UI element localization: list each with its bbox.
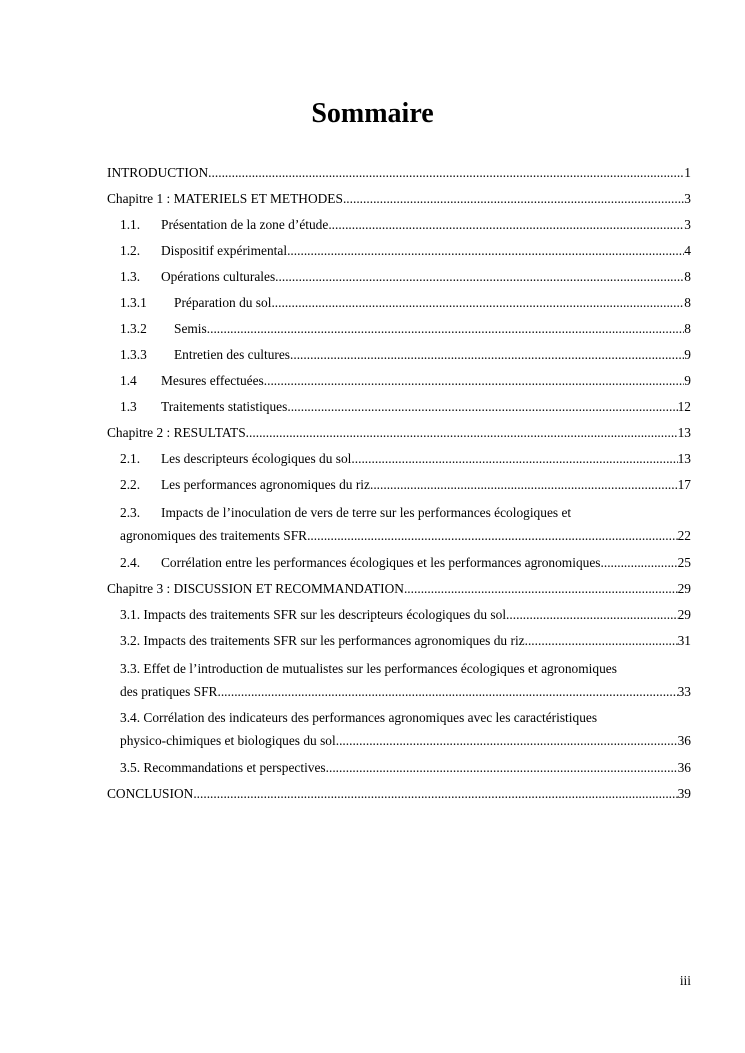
- toc-entry-label: CONCLUSION: [107, 786, 194, 801]
- toc-entry-number: 2.4.: [120, 555, 141, 570]
- dot-leader: [370, 472, 678, 498]
- toc-entry-label: Entretien des cultures: [174, 347, 291, 362]
- toc-entry-label: 3.2. Impacts des traitements SFR sur les performances agronomiques du riz: [120, 633, 525, 648]
- toc-entry-number: 1.1.: [120, 217, 141, 232]
- toc-entry-page: 3: [684, 191, 691, 206]
- toc-entry-1-3-3[interactable]: [107, 342, 691, 368]
- toc-entry-number: 2.1.: [120, 451, 141, 466]
- toc-entry-number: 1.4: [120, 373, 137, 388]
- toc-entry-page: 8: [684, 295, 691, 310]
- toc-entry-line-2: [120, 680, 691, 703]
- toc-entry-3-3[interactable]: [107, 657, 691, 703]
- dot-leader: [264, 368, 685, 394]
- toc-entry-line-2: [120, 729, 691, 752]
- toc-entry-number: 1.3.: [120, 269, 141, 284]
- page-title: Sommaire: [311, 98, 434, 129]
- toc-entry-2-3[interactable]: [107, 501, 691, 547]
- dot-leader: [207, 316, 685, 342]
- toc-entry-label-continued: des pratiques SFR: [120, 684, 218, 699]
- toc-entry-number: 2.3.: [120, 505, 141, 520]
- dot-leader: [336, 729, 678, 752]
- toc-entry-label: Présentation de la zone d’étude: [161, 217, 329, 232]
- dot-leader: [287, 394, 677, 420]
- toc-entry-page: 3: [684, 217, 691, 232]
- toc-entry-label: Préparation du sol: [174, 295, 272, 310]
- toc-entry-label: 3.5. Recommandations et perspectives: [120, 760, 326, 775]
- toc-entry-label-continued: agronomiques des traitements SFR: [120, 528, 308, 543]
- dot-leader: [326, 755, 678, 781]
- dot-leader: [275, 264, 684, 290]
- toc-entry-1-3-statistiques[interactable]: [107, 394, 691, 420]
- dot-leader: [217, 680, 677, 703]
- toc-entry-2-2[interactable]: [107, 472, 691, 498]
- toc-entry-page: 36: [677, 733, 691, 748]
- dot-leader: [287, 238, 684, 264]
- toc-entry-introduction[interactable]: [107, 160, 691, 186]
- toc-entry-label: Semis: [174, 321, 207, 336]
- toc-entry-label: Corrélation entre les performances écologiques et les performances agronomiques: [161, 555, 601, 570]
- dot-leader: [246, 420, 678, 446]
- dot-leader: [506, 602, 678, 628]
- toc-entry-1-3-2[interactable]: [107, 316, 691, 342]
- dot-leader: [290, 342, 684, 368]
- toc-entry-chapitre-3[interactable]: [107, 576, 691, 602]
- dot-leader: [343, 186, 684, 212]
- toc-entry-page: 29: [677, 607, 691, 622]
- toc-entry-page: 9: [684, 347, 691, 362]
- toc-entry-page: 36: [677, 760, 691, 775]
- toc-entry-chapitre-2[interactable]: [107, 420, 691, 446]
- dot-leader: [601, 550, 678, 576]
- toc-entry-page: 17: [677, 477, 691, 492]
- toc-entry-page: 9: [684, 373, 691, 388]
- toc-entry-line-1: 3.3. Effet de l’introduction de mutualistes sur les performances écologiques et agronomiques: [120, 661, 617, 676]
- toc-entry-page: 29: [677, 581, 691, 596]
- toc-entry-page: 39: [677, 786, 691, 801]
- toc-entry-page: 25: [677, 555, 691, 570]
- toc-entry-2-1[interactable]: [107, 446, 691, 472]
- toc-entry-page: 12: [677, 399, 691, 414]
- toc-entry-1-2[interactable]: [107, 238, 691, 264]
- toc-entry-number: 1.3.1: [120, 295, 147, 310]
- toc-entry-page: 8: [684, 321, 691, 336]
- toc-entry-page: 13: [677, 451, 691, 466]
- toc-entry-1-3-1[interactable]: [107, 290, 691, 316]
- toc-entry-label: Les descripteurs écologiques du sol: [161, 451, 352, 466]
- toc-entry-1-4[interactable]: [107, 368, 691, 394]
- toc-entry-line-1: [120, 501, 691, 524]
- toc-entry-label: Chapitre 3 : DISCUSSION ET RECOMMANDATION: [107, 581, 404, 596]
- dot-leader: [328, 212, 684, 238]
- toc-entry-page: 33: [677, 684, 691, 699]
- toc-entry-page: 4: [684, 243, 691, 258]
- dot-leader: [525, 628, 678, 654]
- toc-entry-3-1[interactable]: [107, 602, 691, 628]
- toc-entry-number: 1.3: [120, 399, 137, 414]
- toc-entry-label: Opérations culturales: [161, 269, 276, 284]
- toc-entry-page: 31: [677, 633, 691, 648]
- toc-entry-label: Traitements statistiques: [161, 399, 288, 414]
- toc-entry-3-4[interactable]: [107, 706, 691, 752]
- dot-leader: [193, 781, 677, 807]
- toc-entry-page: 1: [684, 165, 691, 180]
- toc-entry-label: Les performances agronomiques du riz: [161, 477, 370, 492]
- toc-entry-line-1: 3.4. Corrélation des indicateurs des performances agronomiques avec les caractéristiques: [120, 710, 598, 725]
- toc-entry-3-5[interactable]: [107, 755, 691, 781]
- toc-entry-label-continued: physico-chimiques et biologiques du sol: [120, 733, 336, 748]
- toc-entry-2-4[interactable]: [107, 550, 691, 576]
- toc-entry-3-2[interactable]: [107, 628, 691, 654]
- toc-entry-number: 1.3.3: [120, 347, 147, 362]
- dot-leader: [208, 160, 684, 186]
- toc-entry-conclusion[interactable]: [107, 781, 691, 807]
- toc-entry-label: Dispositif expérimental: [161, 243, 288, 258]
- toc-entry-label: Chapitre 1 : MATERIELS ET METHODES: [107, 191, 343, 206]
- toc-entry-number: 1.2.: [120, 243, 141, 258]
- table-of-contents: [107, 160, 691, 807]
- toc-entry-label: 3.1. Impacts des traitements SFR sur les descripteurs écologiques du sol: [120, 607, 507, 622]
- toc-entry-1-1[interactable]: [107, 212, 691, 238]
- toc-entry-page: 13: [677, 425, 691, 440]
- toc-entry-chapitre-1[interactable]: [107, 186, 691, 212]
- toc-entry-label: Impacts de l’inoculation de vers de terre sur les performances écologiques et: [161, 505, 572, 520]
- dot-leader: [404, 576, 678, 602]
- dot-leader: [271, 290, 684, 316]
- toc-entry-number: 1.3.2: [120, 321, 147, 336]
- toc-entry-label: Mesures effectuées: [161, 373, 264, 388]
- dot-leader: [307, 524, 678, 547]
- dot-leader: [351, 446, 677, 472]
- toc-entry-label: Chapitre 2 : RESULTATS: [107, 425, 246, 440]
- toc-entry-1-3[interactable]: [107, 264, 691, 290]
- toc-entry-page: 22: [677, 528, 691, 543]
- page-number: iii: [679, 973, 691, 988]
- toc-entry-page: 8: [684, 269, 691, 284]
- toc-entry-line-2: [120, 524, 691, 547]
- toc-entry-label: INTRODUCTION: [107, 165, 209, 180]
- toc-entry-number: 2.2.: [120, 477, 141, 492]
